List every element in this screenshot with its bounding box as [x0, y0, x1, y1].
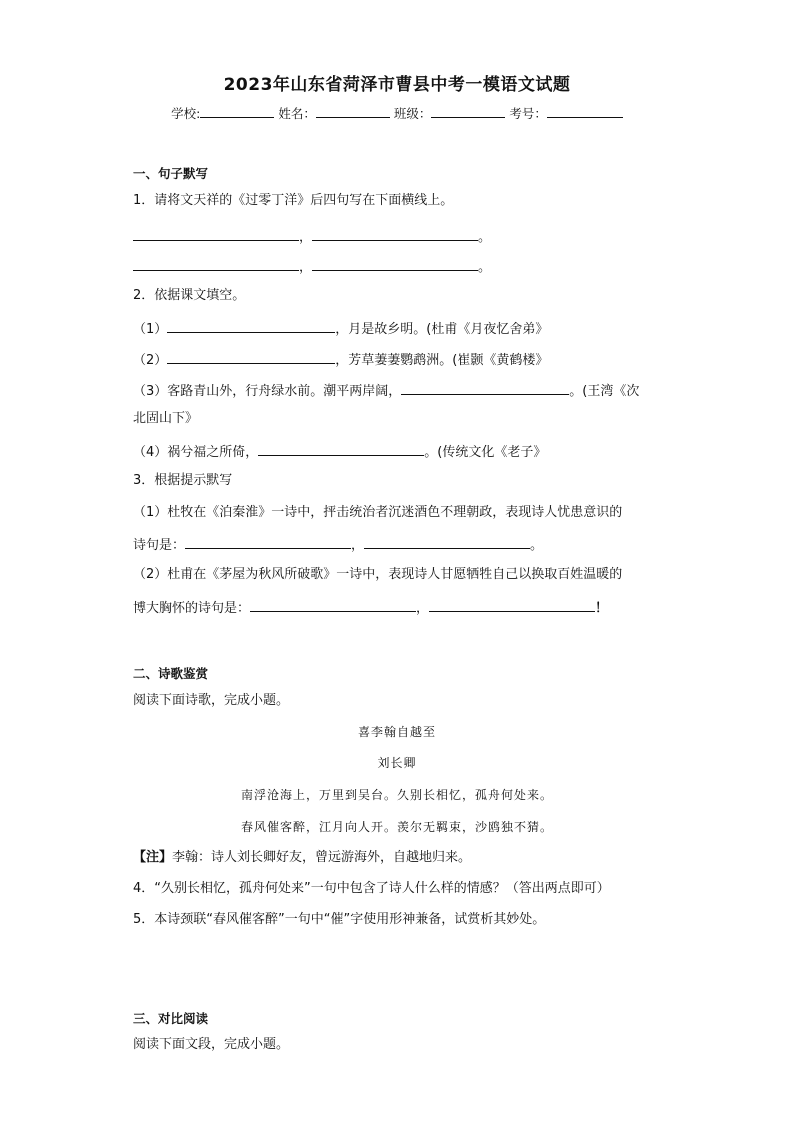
question-4: 4．“久别长相忆，孤舟何处来”一句中包含了诗人什么样的情感？（答出两点即可） [133, 881, 610, 896]
section-header-3: 三、对比阅读 [133, 1011, 209, 1026]
page-title: 2023年山东省菏泽市曹县中考一模语文试题 [223, 75, 571, 95]
question-3-2: （2）杜甫在《茅屋为秋风所破歌》一诗中，表现诗人甘愿牺牲自己以换取百姓温暖的 [133, 567, 623, 582]
blank[interactable] [258, 441, 424, 456]
name-label: 姓名： [278, 106, 316, 121]
poem-note [133, 849, 471, 867]
answer-line-1a [133, 226, 491, 247]
exam-number-label: 考号： [509, 106, 547, 121]
section-header-1: 一、句子默写 [133, 166, 209, 181]
punctuation: ， [416, 601, 430, 616]
punctuation: 。 [530, 538, 544, 553]
punctuation: 。 [478, 260, 492, 275]
question-3-1: （1）杜牧在《泊秦淮》一诗中，抨击统治者沉迷酒色不理朝政，表现诗人忧患意识的 [133, 505, 623, 520]
question-2: 2．依据课文填空。 [133, 288, 246, 303]
blank[interactable] [429, 597, 595, 612]
class-field[interactable] [431, 105, 505, 118]
school-label: 学校: [171, 106, 201, 121]
answer-line-1b [133, 256, 491, 277]
section-header-2: 二、诗歌鉴赏 [133, 666, 209, 681]
blank[interactable] [312, 226, 478, 241]
item-text: （3）客路青山外，行舟绿水前。潮平两岸阔， [133, 384, 402, 399]
blank[interactable] [133, 226, 299, 241]
poem-line-1: 南浮沧海上，万里到吴台。久别长相忆，孤舟何处来。 [240, 788, 553, 802]
section-3-intro: 阅读下面文段，完成小题。 [133, 1037, 290, 1052]
item-text: 。(王湾《次 [569, 384, 640, 399]
item-text: 博大胸怀的诗句是： [133, 601, 251, 616]
question-3: 3．根据提示默写 [133, 473, 233, 488]
punctuation: ！ [595, 601, 609, 616]
item-text: （4）祸兮福之所倚， [133, 445, 259, 460]
question-3-2-answer [133, 597, 608, 618]
blank[interactable] [401, 380, 569, 395]
blank[interactable] [185, 534, 351, 549]
school-field[interactable] [200, 105, 274, 118]
punctuation: ， [351, 538, 365, 553]
question-2-3-cont: 北固山下》 [133, 411, 199, 426]
question-3-1-answer [133, 534, 543, 555]
class-label: 班级： [393, 106, 432, 121]
question-2-4 [133, 441, 546, 462]
name-field[interactable] [316, 105, 390, 118]
poem-author: 刘长卿 [377, 756, 417, 770]
item-text: ，月是故乡明。(杜甫《月夜忆舍弟》 [335, 322, 549, 337]
poem-line-2: 春风催客醉，江月向人开。羡尔无羁束，沙鸥独不猜。 [240, 820, 553, 834]
blank[interactable] [312, 256, 478, 271]
item-number: （2） [133, 353, 168, 368]
blank[interactable] [167, 349, 335, 364]
punctuation: 。 [478, 230, 492, 245]
question-5: 5．本诗颈联“春风催客醉”一句中“催”字使用形神兼备，试赏析其妙处。 [133, 912, 546, 927]
note-text: 李翰：诗人刘长卿好友，曾远游海外，自越地归来。 [172, 850, 472, 865]
student-info-row [0, 104, 794, 122]
blank[interactable] [167, 318, 335, 333]
poem-title: 喜李翰自越至 [357, 725, 436, 739]
item-number: （1） [133, 322, 168, 337]
punctuation: ， [299, 260, 313, 275]
blank[interactable] [364, 534, 530, 549]
exam-number-field[interactable] [547, 105, 623, 118]
question-2-2 [133, 349, 548, 370]
note-label: 【注】 [133, 850, 173, 865]
question-2-1 [133, 318, 548, 339]
blank[interactable] [133, 256, 299, 271]
punctuation: ， [299, 230, 313, 245]
item-text: 。(传统文化《老子》 [424, 445, 547, 460]
blank[interactable] [250, 597, 416, 612]
section-2-intro: 阅读下面诗歌，完成小题。 [133, 693, 290, 708]
question-2-3 [133, 380, 639, 401]
question-1: 1．请将文天祥的《过零丁洋》后四句写在下面横线上。 [133, 193, 454, 208]
item-text: 诗句是： [133, 538, 186, 553]
item-text: ，芳草萋萋鹦鹉洲。(崔颢《黄鹤楼》 [335, 353, 549, 368]
